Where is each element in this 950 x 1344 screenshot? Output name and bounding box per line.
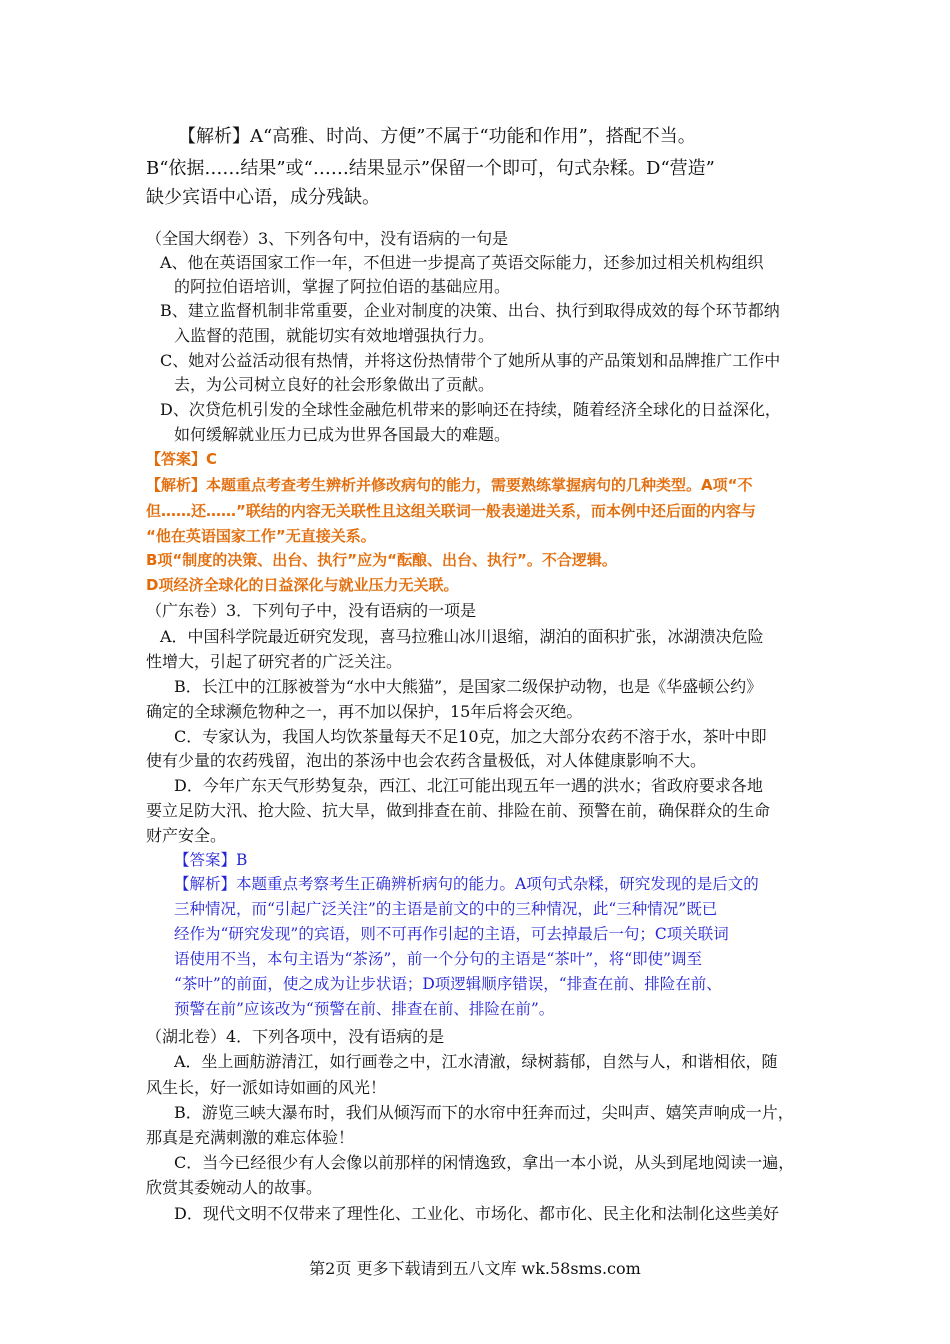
option-line: 那真是充满刺激的难忘体验！ — [146, 1128, 355, 1147]
analysis-line: 【解析】本题重点考察考生正确辨析病句的能力。A项句式杂糅，研究发现的是后文的 — [174, 875, 759, 893]
question-title: （湖北卷）4．下列各项中，没有语病的是 — [146, 1027, 445, 1046]
option-line: 使有少量的农药残留，泡出的茶汤中也会农药含量极低，对人体健康影响不大。 — [146, 751, 707, 770]
analysis-line: D项经济全球化的日益深化与就业压力无关联。 — [146, 576, 459, 594]
option-line: A、他在英语国家工作一年，不但进一步提高了英语交际能力，还参加过相关机构组织 — [160, 253, 764, 272]
option-line: 的阿拉伯语培训，掌握了阿拉伯语的基础应用。 — [174, 277, 511, 296]
answer-label: 【答案】C — [146, 450, 218, 468]
question-title: （全国大纲卷）3、下列各句中，没有语病的一句是 — [146, 229, 509, 248]
analysis-line: 缺少宾语中心语，成分残缺。 — [146, 187, 380, 208]
option-line: B．游览三峡大瀑布时，我们从倾泻而下的水帘中狂奔而过，尖叫声、嬉笑声响成一片， — [174, 1103, 794, 1122]
option-line: A．坐上画舫游清江，如行画卷之中，江水清澈，绿树蓊郁，自然与人，和谐相依，随 — [174, 1052, 778, 1071]
option-line: 如何缓解就业压力已成为世界各国最大的难题。 — [174, 425, 511, 444]
option-line: B、建立监督机制非常重要，企业对制度的决策、出台、执行到取得成效的每个环节都纳 — [160, 301, 780, 320]
analysis-line: 三种情况，而“引起广泛关注”的主语是前文的中的三种情况，此“三种情况”既已 — [174, 900, 718, 918]
analysis-line: 语使用不当，本句主语为“茶汤”，前一个分句的主语是“茶叶”，将“即使”调至 — [174, 950, 703, 968]
analysis-line: 【解析】本题重点考查考生辨析并修改病句的能力，需要熟练掌握病句的几种类型。A项“不 — [146, 476, 753, 494]
option-line: 风生长，好一派如诗如画的风光！ — [146, 1078, 387, 1097]
analysis-line: 但……还……”联结的内容无关联性且这组关联词一般表递进关系，而本例中还后面的内容与 — [146, 502, 756, 520]
option-line: 要立足防大汛、抢大险、抗大旱，做到排查在前、排险在前、预警在前，确保群众的生命 — [146, 801, 771, 820]
option-line: D、次贷危机引发的全球性金融危机带来的影响还在持续，随着经济全球化的日益深化， — [160, 400, 781, 419]
analysis-line: 【解析】A“高雅、时尚、方便”不属于“功能和作用”，搭配不当。 — [178, 126, 696, 147]
answer-label: 【答案】B — [174, 851, 248, 869]
analysis-line: “茶叶”的前面，使之成为让步状语；D项逻辑顺序错误，“排查在前、排险在前、 — [174, 975, 722, 993]
option-line: C．当今已经很少有人会像以前那样的闲情逸致，拿出一本小说，从头到尾地阅读一遍， — [174, 1153, 795, 1172]
question-title: （广东卷）3．下列句子中，没有语病的一项是 — [146, 601, 477, 620]
option-line: 性增大，引起了研究者的广泛关注。 — [146, 652, 403, 671]
option-line: D．现代文明不仅带来了理性化、工业化、市场化、都市化、民主化和法制化这些美好 — [174, 1204, 779, 1223]
option-line: A．中国科学院最近研究发现，喜马拉雅山冰川退缩，湖泊的面积扩张，冰湖溃决危险 — [160, 627, 764, 646]
option-line: 去，为公司树立良好的社会形象做出了贡献。 — [174, 375, 495, 394]
option-line: 欣赏其委婉动人的故事。 — [146, 1178, 323, 1197]
option-line: B．长江中的江豚被誉为“水中大熊猫”，是国家二级保护动物，也是《华盛顿公约》 — [174, 677, 763, 696]
analysis-line: “他在英语国家工作”无直接关系。 — [146, 527, 376, 545]
option-line: 确定的全球濒危物种之一，再不加以保护，15年后将会灭绝。 — [146, 702, 583, 721]
analysis-line: 预警在前”应该改为“预警在前、排查在前、排险在前”。 — [174, 1000, 555, 1018]
analysis-line: 经作为“研究发现”的宾语，则不可再作引起的主语，可去掉最后一句；C项关联词 — [174, 925, 729, 943]
analysis-line: B项“制度的决策、出台、执行”应为“酝酿、出台、执行”。不合逻辑。 — [146, 551, 617, 569]
option-line: 财产安全。 — [146, 826, 227, 845]
page-footer: 第2页 更多下载请到五八文库 wk.58sms.com — [309, 1259, 641, 1278]
option-line: C、她对公益活动很有热情，并将这份热情带个了她所从事的产品策划和品牌推广工作中 — [160, 351, 781, 370]
option-line: 入监督的范围，就能切实有效地增强执行力。 — [174, 326, 495, 345]
option-line: C．专家认为，我国人均饮茶量每天不足10克，加之大部分农药不溶于水，茶叶中即 — [174, 727, 767, 746]
analysis-line: B“依据……结果”或“……结果显示”保留一个即可，句式杂糅。D“营造” — [146, 158, 715, 179]
option-line: D．今年广东天气形势复杂，西江、北江可能出现五年一遇的洪水；省政府要求各地 — [174, 776, 763, 795]
